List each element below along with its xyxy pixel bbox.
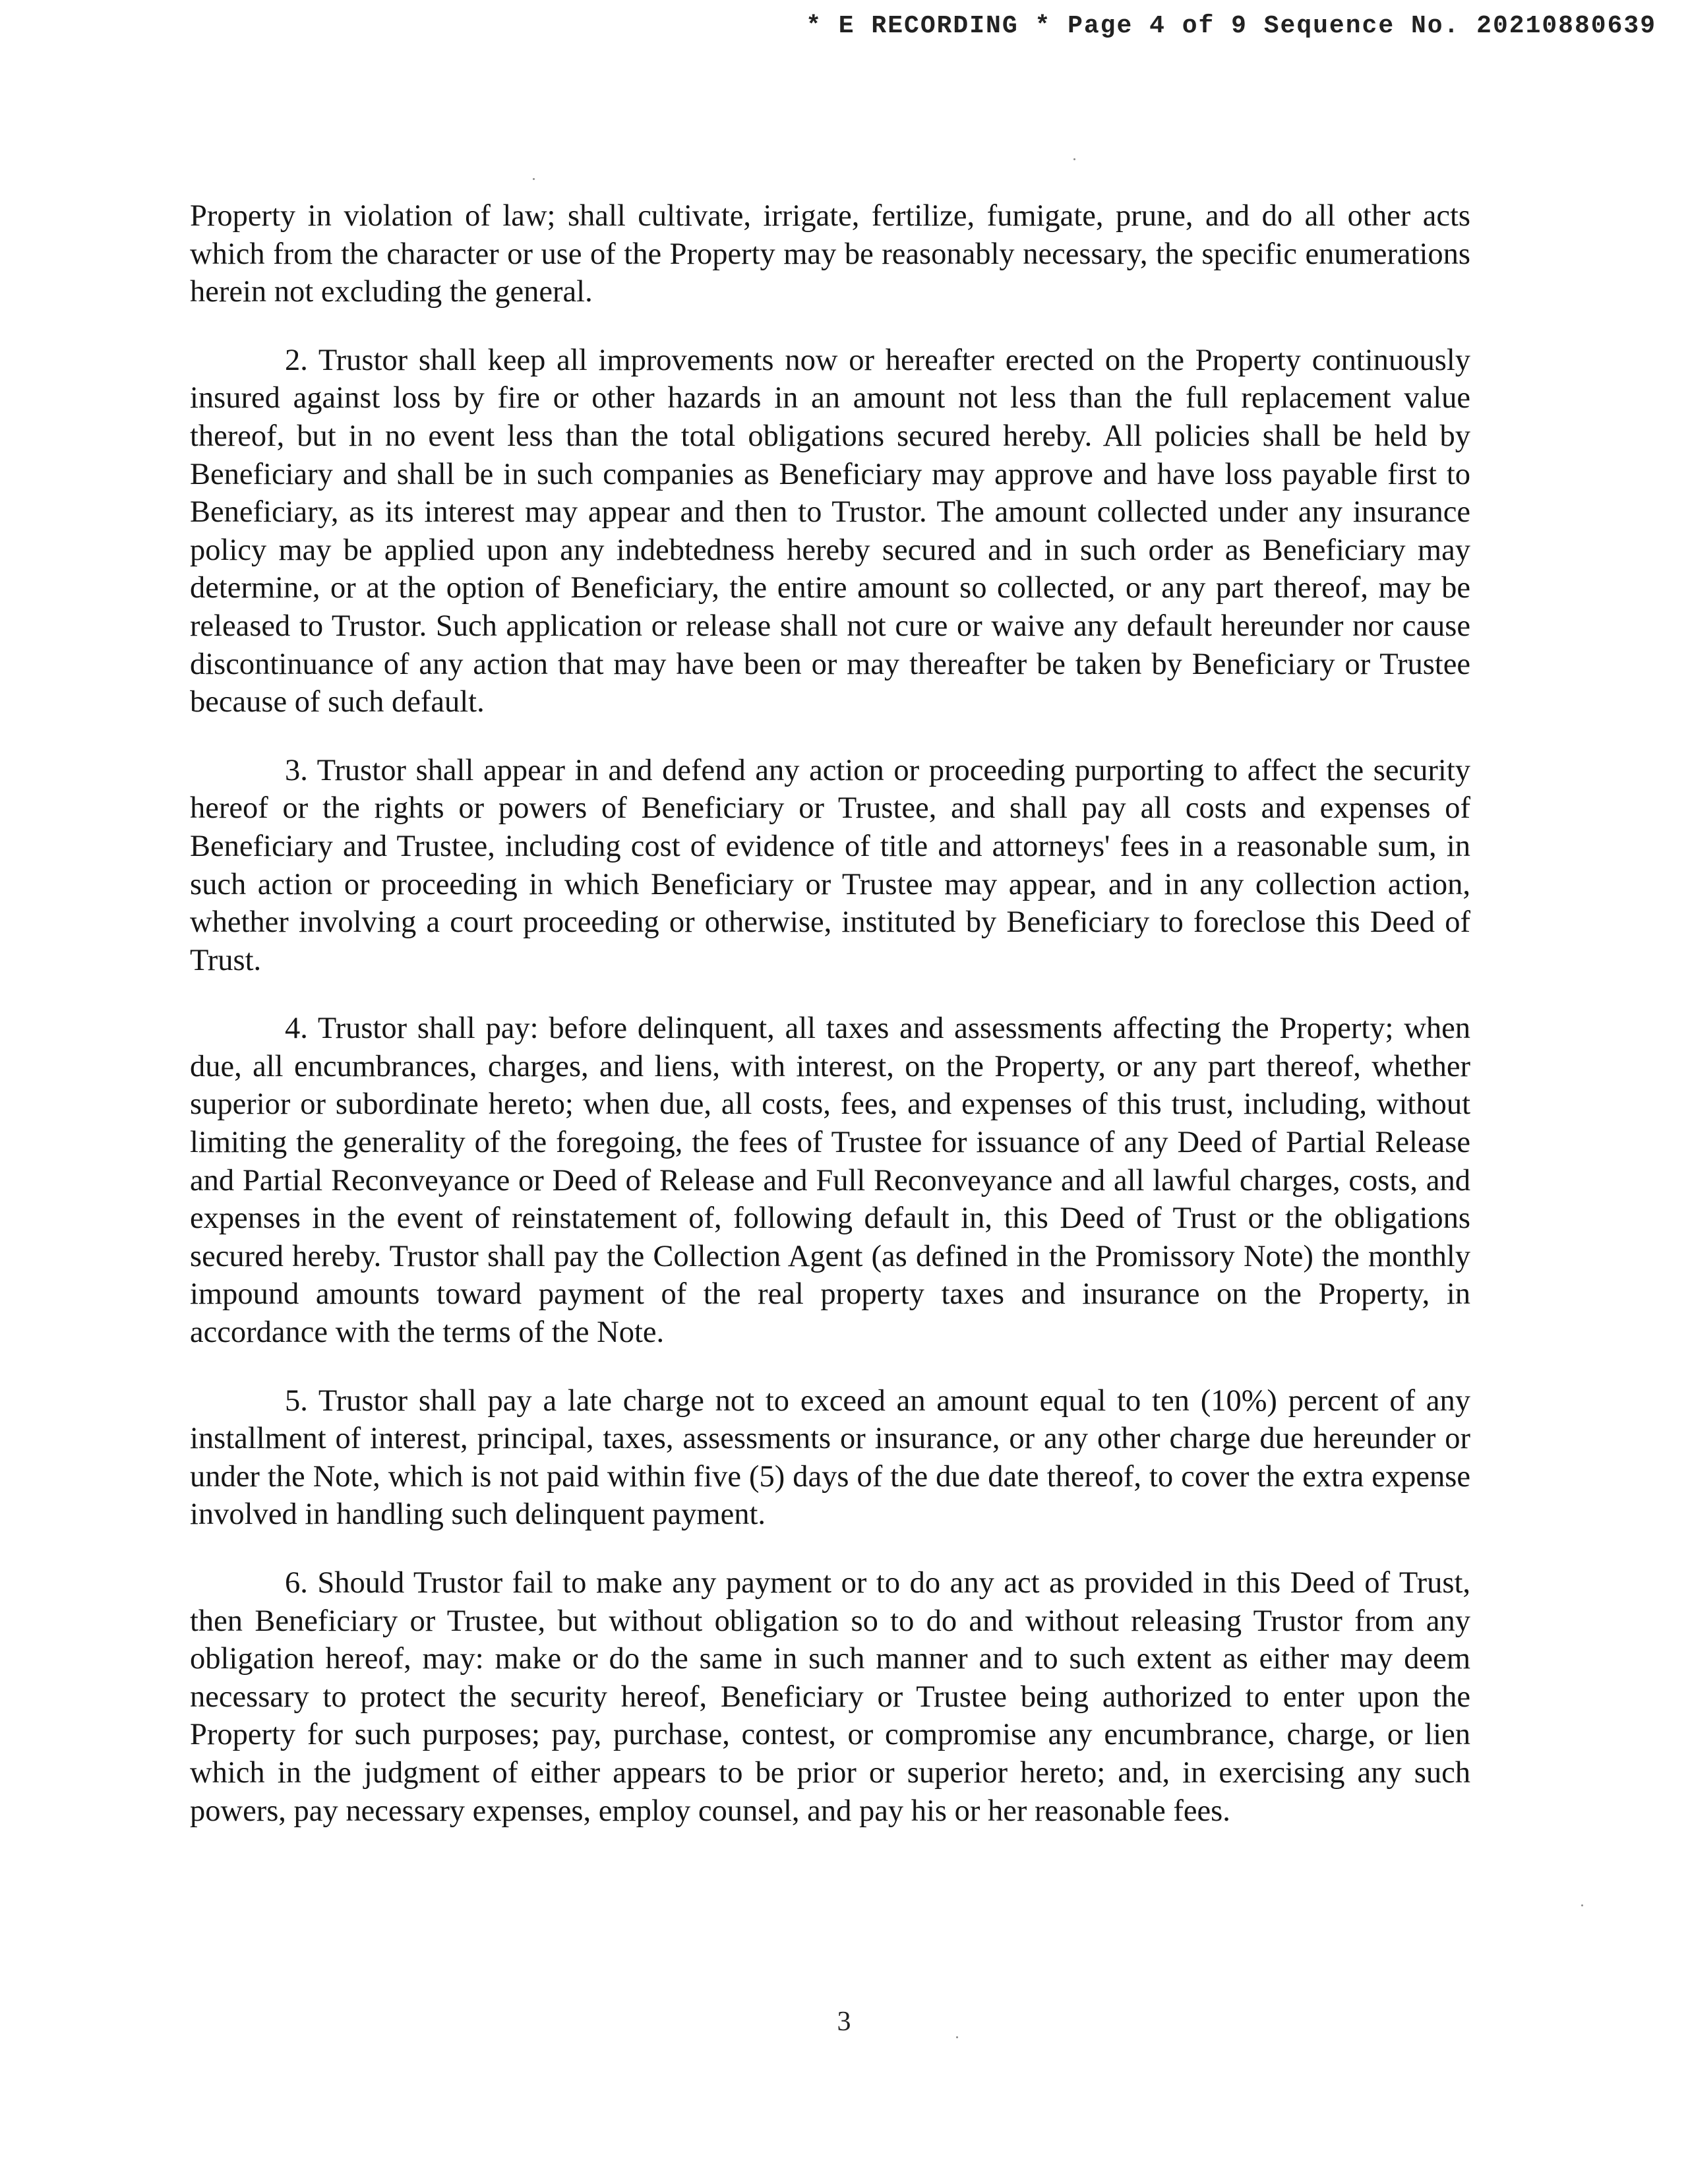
scan-speck (533, 178, 535, 180)
page-number: 3 (837, 2007, 851, 2037)
scan-speck (956, 2036, 958, 2038)
paragraph-6: 6. Should Trustor fail to make any payment or to do any act as provided in this Deed of Trust, then Beneficiary or Trustee, but without obligation so to do and without releasing Trustor from any obligation hereof, may: make or do the same in such manner and to such extent as either may deem necessary to protect the security hereof, Beneficiary or Trustee being authorized to enter upon the Property for such purposes; pay, purchase, contest, or compromise any encumbrance, charge, or lien which in the judgment of either appears to be prior or superior hereto; and, in exercising any such powers, pay necessary expenses, employ counsel, and pay his or her reasonable fees. (190, 1566, 1470, 1828)
paragraph-continuation: Property in violation of law; shall cultivate, irrigate, fertilize, fumigate, prune, and do all other acts which from the character or use of the Property may be reasonably necessary, the specific enumerations herein not excluding the general. (190, 199, 1470, 309)
scan-speck (1073, 158, 1075, 160)
paragraph-2: 2. Trustor shall keep all improvements now or hereafter erected on the Property continuously insured against loss by fire or other hazards in an amount not less than the full replacement value thereof, but in no event less than the total obligations secured hereby. All policies shall be held by Beneficiary and shall be in such companies as Beneficiary may approve and have loss payable first to Beneficiary, as its interest may appear and then to Trustor. The amount collected under any insurance policy may be applied upon any indebtedness hereby secured and in such order as Beneficiary may determine, or at the option of Beneficiary, the entire amount so collected, or any part thereof, may be released to Trustor. Such application or release shall not cure or waive any default hereunder nor cause discontinuance of any action that may have been or may thereafter be taken by Beneficiary or Trustee because of such default. (190, 343, 1470, 719)
paragraph-5: 5. Trustor shall pay a late charge not to exceed an amount equal to ten (10%) percent of any installment of interest, principal, taxes, assessments or insurance, or any other charge due hereunder or under the Note, which is not paid within five (5) days of the due date thereof, to cover the extra expense involved in handling such delinquent payment. (190, 1383, 1470, 1532)
paragraph-3: 3. Trustor shall appear in and defend any action or proceeding purporting to affect the security hereof or the rights or powers of Beneficiary or Trustee, and shall pay all costs and expenses of Beneficiary and Trustee, including cost of evidence of title and attorneys' fees in a reasonable sum, in such action or proceeding in which Beneficiary or Trustee may appear, and in any collection action, whether involving a court proceeding or otherwise, instituted by Beneficiary to foreclose this Deed of Trust. (190, 753, 1470, 977)
document-body (190, 197, 1470, 1860)
scan-speck (1581, 1904, 1583, 1906)
paragraph-4: 4. Trustor shall pay: before delinquent, all taxes and assessments affecting the Property; when due, all encumbrances, charges, and liens, with interest, on the Property, or any part thereof, whether superior or subordinate hereto; when due, all costs, fees, and expenses of this trust, including, without limiting the generality of the foregoing, the fees of Trustee for issuance of any Deed of Partial Release and Partial Reconveyance or Deed of Release and Full Reconveyance and all lawful charges, costs, and expenses in the event of reinstatement of, following default in, this Deed of Trust or the obligations secured hereby. Trustor shall pay the Collection Agent (as defined in the Promissory Note) the monthly impound amounts toward payment of the real property taxes and insurance on the Property, in accordance with the terms of the Note. (190, 1012, 1470, 1350)
recording-header: * E RECORDING * Page 4 of 9 Sequence No. 20210880639 (806, 12, 1656, 40)
